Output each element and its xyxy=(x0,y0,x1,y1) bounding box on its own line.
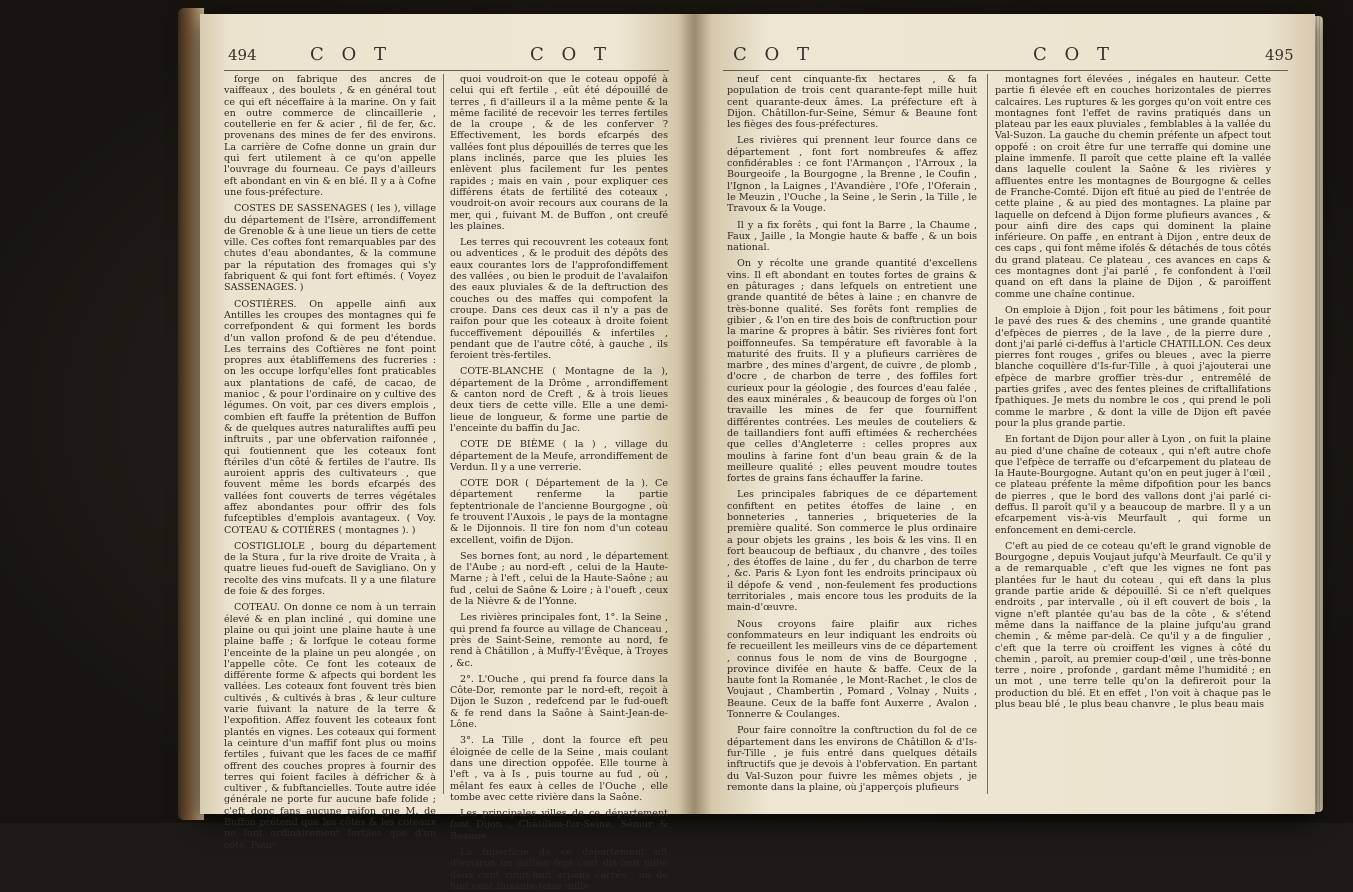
text-paragraph: On y récolte une grande quantité d'excellens vins. Il eft abondant en toutes fortes de grains & en pâturages ; dans lefquels on entretient une grande quantité de bêtes à laine ; en chanvre de très-bonne qualité. Ses forêts font remplies de gibier , & l'on en tire des bois de conftruction pour la marine & propres à bâtir. Ses rivières font fort poiffonneufes. Sa température eft favorable à la maturité des fruits. Il y a plufieurs carrières de marbre , des mines d'argent, de cuivre , de plomb , d'ocre , de charbon de terre , des foffiles fort curieux pour la géologie , des fources d'eau falée , des eaux minérales , & beaucoup de forges où l'on travaille les mines de fer que fourniffent différentes contrées. Les meules de couteliers & de taillandiers font auffi eftimées & recherchées que celles d'Angleterre : celles propres aux moulins à farine font d'un beau grain & de la meilleure qualité ; elles peuvent moudre toutes fortes de grains fans échauffer la farine. xyxy=(727,258,977,485)
right-column-a xyxy=(727,74,977,799)
left-page xyxy=(200,14,693,892)
text-paragraph: La fuperficie de ce département eft d'environ un million fept cent dix-huit mille deux cent vingt-huit arpens carrés , ou de huit cent foixante-feize mille xyxy=(450,847,668,892)
text-paragraph: On emploie à Dijon , foit pour les bâtimens , foit pour le pavé des rues & des chemins , une grande quantité d'efpèces de pierres , de la lave , de la pierre dure , dont j'ai parlé ci-deffus à l'article CHATILLON. Ces deux pierres font rouges , grifes ou bleues , avec la pierre blanche coquillère d'Is-fur-Tille , à quoi j'ajouterai une efpèce de marbre groffier très-dur , entremêlé de parties grifes , avec des fentes pleines de criftallifations fpathiques. Je mets du nombre le cos , qui prend le poli comme le marbre , & dont la ville de Dijon eft pavée pour la plus grande partie. xyxy=(995,304,1271,429)
right-running-head-2: C O T xyxy=(1033,44,1115,65)
text-paragraph: Pour faire connoître la conftruction du fol de ce département dans les environs de Châtillon & d'Is-fur-Tille , je fuis entré dans quelques détails inftructifs que je devois à l'obfervation. En partant du Val-Suzon pour fuivre les mêmes objets , je remonte dans la plaine, où j'apperçois plufieurs xyxy=(727,725,977,793)
left-column-a xyxy=(224,74,436,851)
right-column-b xyxy=(995,74,1271,799)
text-paragraph: Les rivières principales font, 1°. la Seine , qui prend fa fource au village de Chanceau , près de Saint-Seine, remonte au nord, fe rend à Châtillon , à Muffy-l'Évêque, à Troyes , &c. xyxy=(450,612,668,669)
text-paragraph: COSTIGLIOLE , bourg du département de la Stura , fur la rive droite de Vraita , à quatre lieues fud-oueft de Savigliano. On y recolte des vins mufcats. Il y a une filature de foie & des forges. xyxy=(224,540,436,598)
text-paragraph: C'eft au pied de ce coteau qu'eft le grand vignoble de Bourgogne , depuis Voujaut jufqu'à Meurfault. Ce qu'il y a de remarquable , c'eft que les vignes ne font pas plantées fur le haut du coteau , qui eft dans la plus grande partie aride & dépouillé. Si ce n'eft quelques endroits , par intervalle , où il eft couvert de bois , la vigne n'eft plantée qu'au bas de la côte , & s'étend même dans la naiffance de la plaine jufqu'au grand chemin , & même par-delà. Ce qu'il y a de fingulier , c'eft que la terre où croiffent les vignes à côté du chemin , paroît, au premier coup-d'œil , une très-bonne terre , noire , profonde , gardant même l'humidité ; en un mot , une terre telle qu'on la defireroit pour la production du blé. Et en effet , l'on voit à chaque pas le plus beau blé , le plus beau chanvre , le plus beau mais xyxy=(995,540,1271,711)
left-header-rule xyxy=(224,70,669,71)
text-paragraph: COSTIÈRES. On appelle ainfi aux Antilles les croupes des montagnes qui fe correfpondent & qui forment les bords d'un vallon profond & de peu d'étendue. Les terrains des Coftières ne font point propres aux établiffemens des fucreries : on les occupe lorfqu'elles font praticables aux plantations de café, de cacao, de manioc , & pour l'ordinaire on y cultive des légumes. On voit, par ces divers emplois , combien eft fauffe la prétention de Buffon & de quelques autres naturaliftes auffi peu inftruits , par une obfervation raifonnée , qui foutiennent que les coteaux font ftériles d'un côté & fertiles de l'autre. Ils auroient appris des cultivateurs , que fouvent même les bords efcarpés des vallées font couverts de terres végétales affez abondantes pour offrir des fols fufceptibles d'emplois avantageux. ( Voy. COTEAU & COTIÈRES ( montagnes ). ) xyxy=(224,298,436,536)
right-page xyxy=(693,14,1315,814)
text-paragraph: En fortant de Dijon pour aller à Lyon , on fuit la plaine au pied d'une chaîne de coteaux , qui n'eft autre chofe que l'efpèce de terraffe ou d'efcarpement du plateau de la Haute-Bourgogne. Autant qu'on en peut juger à l'œil , ce plateau préfente la même difpofition pour les bancs de pierres , que le bord des vallons dont j'ai parlé ci-deffus. Il paroît qu'il y a beaucoup de marbre. Il y a un efcarpement vis-à-vis Meurfault , qui forme un enfoncement en demi-cercle. xyxy=(995,434,1271,536)
text-paragraph: quoi voudroit-on que le coteau oppofé à celui qui eft fertile , eût été dépouillé de terres , fi d'ailleurs il a la même pente & la même facilité de recevoir les terres fertiles de la croupe , & de les conferver ? Effectivement, les bords efcarpés des vallées font plus dépouillés de terres que les plans inclinés, parce que les pluies les enlèvent plus facilement fur les pentes rapides ; mais en vain , pour expliquer ces différens états de fertilité des coteaux , voudroit-on avoir recours aux courans de la mer, qui , fuivant M. de Buffon , ont creufé les plaines. xyxy=(450,74,668,232)
left-column-b xyxy=(450,74,668,892)
text-paragraph: 3°. La Tille , dont la fource eft peu éloignée de celle de la Seine , mais coulant dans une direction oppofée. Elle tourne à l'eft , va à Is , puis tourne au fud , où , mêlant fes eaux à celles de l'Ouche , elle tombe avec cette rivière dans la Saône. xyxy=(450,735,668,803)
right-running-head-1: C O T xyxy=(733,44,815,65)
left-running-head-1: C O T xyxy=(310,44,392,65)
text-paragraph: COTE DOR ( Département de la ). Ce département renferme la partie feptentrionale de l'ancienne Bourgogne , où fe trouvent l'Auxois , le pays de la montagne & le Dijonnois. Il tire fon nom d'un coteau excellent, voifin de Dijon. xyxy=(450,478,668,546)
text-paragraph: Ses bornes font, au nord , le département de l'Aube ; au nord-eft , celui de la Haute-Marne ; à l'eft , celui de la Haute-Saône ; au fud , celui de Saône & Loire ; à l'oueft , ceux de la Nièvre & de l'Yonne. xyxy=(450,550,668,608)
left-page-number: 494 xyxy=(228,46,257,64)
text-paragraph: Les terres qui recouvrent les coteaux font ou adventices , & le produit des dépôts des eaux courantes lors de l'approfondiffement des vallées , ou bien le produit de l'avalaifon des eaux pluviales & de la deftruction des couches ou des maffes qui compofent la croupe. Dans ces deux cas il n'y a pas de raifon pour que les coteaux à droite foient fucceffivement dépouillés & infertiles , pendant que de l'autre côté, à gauche , ils feroient très-fertiles. xyxy=(450,237,668,362)
text-paragraph: 2°. L'Ouche , qui prend fa fource dans la Côte-Dor, remonte par le nord-eft, reçoit à Dijon le Suzon , redefcend par le fud-oueft & fe rend dans la Saône à Saint-Jean-de-Lône. xyxy=(450,673,668,731)
text-paragraph: Les rivières qui prennent leur fource dans ce département , font fort nombreufes & affez confidérables : ce font l'Armançon , l'Arroux , la Bourgeoife , la Bourgogne , la Brenne , le Coufin , l'Ignon , la Laignes , l'Avandière , l'Ofe , l'Oferain , le Meuzin , l'Ouche , la Seine , le Serin , la Tille , le Travoux & la Vouge. xyxy=(727,135,977,215)
text-paragraph: COTE-BLANCHE ( Montagne de la ), département de la Drôme , arrondiffement & canton nord de Creft , & à trois lieues deux tiers de cette ville. Elle a une demi-lieue de longueur, & forme une partie de l'enceinte du baffin du Jac. xyxy=(450,366,668,434)
text-paragraph: Nous croyons faire plaifir aux riches confommateurs en leur indiquant les endroits où fe recueillent les meilleurs vins de ce département , connus fous le nom de vins de Bourgogne , province divifée en haute & baffe. Ceux de la haute font la Romanée , le Mont-Rachet , le clos de Voujaut , Chambertin , Pomard , Volnay , Nuits , Beaune. Ceux de la baffe font Auxerre , Avalon , Tonnerre & Coulanges. xyxy=(727,618,977,721)
text-paragraph: Il y a fix forêts , qui font la Barre , la Chaume , Faux , Jaille , la Mongie haute & baffe , & un bois national. xyxy=(727,219,977,254)
left-running-head-2: C O T xyxy=(530,44,612,65)
text-paragraph: Les principales villes de ce département font Dijon , Châtillon-fur-Seine, Sémur & Beaune. xyxy=(450,808,668,842)
text-paragraph: forge on fabrique des ancres de vaiffeaux , des boulets , & en général tout ce qui eft néceffaire à la marine. On y fait en outre commerce de clincaillerie , coutellerie en fer & acier , fil de fer, &c. provenans des mines de fer des environs. La carrière de Cofne donne un grain dur qui fert utilement à ce qu'on appelle l'ouvrage du fourneau. Ce pays d'ailleurs eft abondant en vin & en blé. Il y a à Cofne une fous-préfecture. xyxy=(224,74,436,198)
right-page-number: 495 xyxy=(1265,46,1294,64)
open-book xyxy=(200,14,1315,892)
text-paragraph: COTE DE BIÈME ( la ) , village du département de la Meufe, arrondiffement de Verdun. Il y a une verrerie. xyxy=(450,439,668,473)
text-paragraph: COSTES DE SASSENAGES ( les ), village du département de l'Isère, arrondiffement de Grenoble & à une lieue un tiers de cette ville. Ces coftes font remarquables par des chutes d'eau abondantes, & la commune par la réputation des fromages qui s'y fabriquent & qui font fort eftimés. ( Voyez SASSENAGES. ) xyxy=(224,203,436,294)
right-header-rule xyxy=(723,70,1288,71)
text-paragraph: neuf cent cinquante-fix hectares , & fa population de trois cent quarante-fept mille huit cent quarante-deux âmes. La préfecture eft à Dijon. Châtillon-fur-Seine, Sémur & Beaune font les fièges des fous-préfectures. xyxy=(727,74,977,131)
right-column-divider xyxy=(987,74,988,794)
text-paragraph: Les principales fabriques de ce département confiftent en petites étoffes de laine , en bonneteries , tanneries , briqueteries de la première qualité. Son commerce le plus ordinaire a pour objets les grains , les bois & les vins. Il en fort beaucoup de beftiaux , du chanvre , des toiles , des étoffes de laine , du fer , du charbon de terre , &c. Paris & Lyon font les endroits principaux où il dépofe & vend , non-feulement fes productions territoriales , mais encore tous les produits de la main-d'œuvre. xyxy=(727,489,977,614)
left-column-divider xyxy=(443,74,444,794)
text-paragraph: COTEAU. On donne ce nom à un terrain élevé & en plan incliné , qui domine une plaine ou qui joint une plaine haute à une plaine baffe ; & lorfque le coteau forme l'enceinte de la plaine un peu alongée , on l'appelle côte. Ce font les coteaux de différente forme & afpects qui bordent les vallées. Les coteaux font fouvent très bien cultivés , & cultivés à bras , & leur culture varie fuivant la nature de la terre & l'expofition. Affez fouvent les coteaux font plantés en vignes. Les coteaux qui forment la ceinture d'un maffif font plus ou moins fertiles , fuivant que les faces de ce maffif offrent des couches propres à fournir des terres qui foient faciles à défricher & à cultiver , & fubftancielles. Toute autre idée générale ne porte fur aucune bafe folide ; c'eft donc fans aucune raifon que M. de Buffon prétend que les côtes & les coteaux ne font ordinairement fertiles que d'un côté. Pour- xyxy=(224,602,436,851)
text-paragraph: montagnes fort élevées , inégales en hauteur. Cette partie fi élevée eft en couches horizontales de pierres calcaires. Les ruptures & les gorges qu'on voit entre ces montagnes font l'effet de ravins pratiqués dans un plateau par les eaux pluviales , femblables à la vallée du Val-Suzon. La gauche du chemin préfente un afpect tout oppofé : on croit être fur une terraffe qui domine une plaine immenfe. Il paroît que cette plaine eft la vallée dans laquelle coulent la Saône & les rivières y affluentes entre les montagnes de Bourgogne & celles de Franche-Comté. Dijon eft fitué au pied de l'entrée de cette plaine , & au pied des montagnes. La plaine par laquelle on defcend à Dijon forme plufieurs avances , & pour ainfi dire des caps qui dominent la plaine inférieure. On paffe , en entrant à Dijon , entre deux de ces caps , qui font même ifolés & détachés de tous côtés du grand plateau. Ce plateau , ces avances en caps & ces montagnes dont j'ai parlé , fe confondent à l'œil quand on eft dans la plaine de Dijon , & paroiffent comme une chaîne continue. xyxy=(995,74,1271,300)
